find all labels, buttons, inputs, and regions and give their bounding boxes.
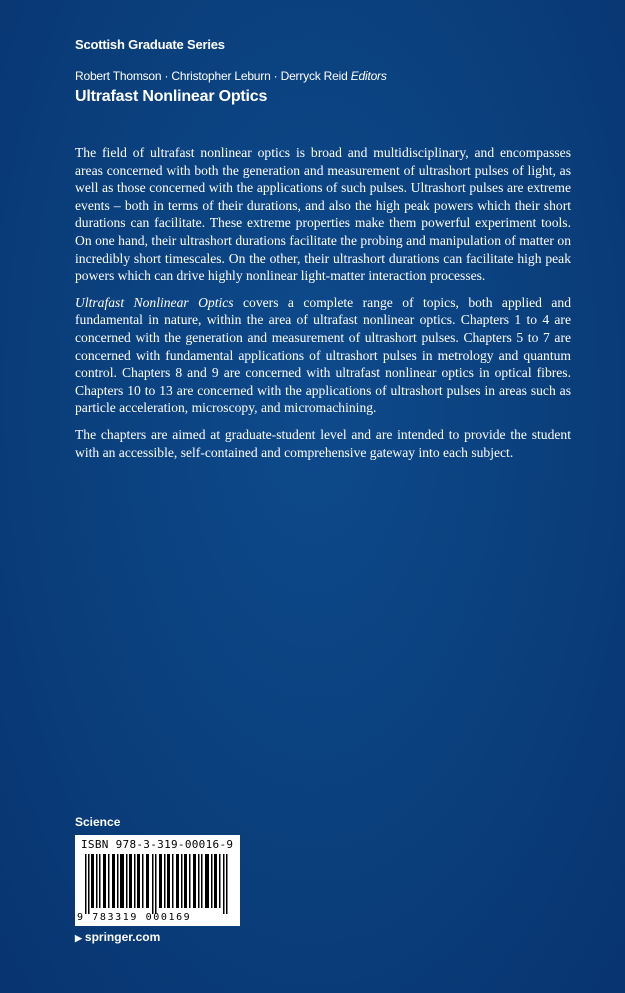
editors-line <box>75 69 387 83</box>
arrow-right-icon: ▶ <box>75 933 82 943</box>
blurb-paragraph-2-text: covers a complete range of topics, both applied and fundamental in nature, within the area of ultrafast nonlinear optics. Chapters 1 to 4 are concerned with the generation and measurement of ultrashort pulses. Chapters 5 to 7 are concerned with fundamental applications of ultrashort pulses in metrology and quantum control. Chapters 8 and 9 are concerned with ultrafast nonlinear optics in optical fibres. Chapters 10 to 13 are concerned with the applications of ultrashort pulses in areas such as particle acceleration, microscopy, and micromachining. <box>75 294 571 416</box>
blurb-paragraph-2 <box>75 294 571 417</box>
series-name: Scottish Graduate Series <box>75 37 225 52</box>
editor-names: Robert Thomson · Christopher Leburn · Derryck Reid <box>75 69 348 83</box>
blurb-paragraph-1: The field of ultrafast nonlinear optics is broad and multidisciplinary, and encompasses areas concerned with both the generation and measurement of ultrashort pulses of light, as well as those concerned with the applications of such pulses. Ultrashort pulses are extreme events – both in terms of their durations, and also the high peak powers which their short durations can facilitate. These extreme properties make them powerful experiment tools. On one hand, their ultrashort durations facilitate the probing and manipulation of matter on incredibly short timescales. On the other, their ultrashort durations can facilitate high peak powers which can drive highly nonlinear light-matter interaction processes. <box>75 145 571 284</box>
blurb-paragraph-3: The chapters are aimed at graduate-student level and are intended to provide the student with an accessible, self-contained and comprehensive gateway into each subject. <box>75 426 571 460</box>
blurb <box>75 144 571 470</box>
barcode-bars <box>85 854 231 914</box>
editors-role: Editors <box>350 69 387 83</box>
isbn-text: ISBN 978-3-319-00016-9 <box>81 838 234 851</box>
website-text: springer.com <box>84 930 161 944</box>
ean-digits: 9 783319 000169 <box>77 912 192 923</box>
book-title: Ultrafast Nonlinear Optics <box>75 88 268 105</box>
blurb-title-italic: Ultrafast Nonlinear Optics <box>75 294 234 310</box>
subject-label: Science <box>75 815 121 829</box>
website-link[interactable] <box>75 930 160 944</box>
barcode <box>75 835 240 926</box>
